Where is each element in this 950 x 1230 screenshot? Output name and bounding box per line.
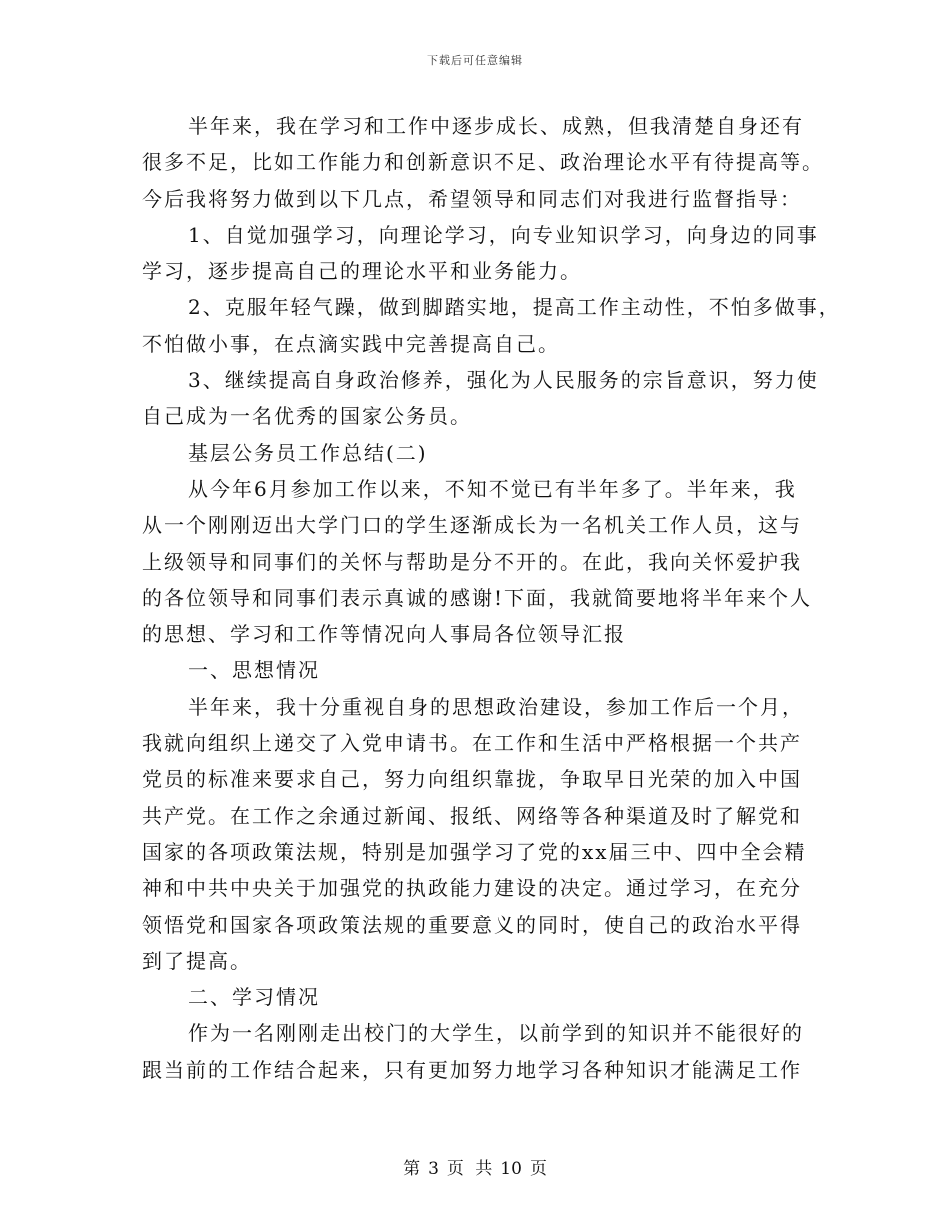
- text-line: 半年来，我在学习和工作中逐步成长、成熟，但我清楚自身还有: [188, 114, 804, 138]
- text-line: 领悟党和国家各项政策法规的重要意义的同时，使自己的政治水平得: [142, 912, 802, 937]
- text-line: 从一个刚刚迈出大学门口的学生逐渐成长为一名机关工作人员，这与: [142, 513, 802, 538]
- text-line: 不怕做小事，在点滴实践中完善提高自己。: [142, 331, 560, 356]
- page-number: 3: [428, 1159, 439, 1179]
- text-line: 到了提高。: [142, 948, 252, 973]
- document-body: [142, 108, 841, 1088]
- text-line: 自己成为一名优秀的国家公务员。: [142, 404, 472, 429]
- text-line: 作为一名刚刚走出校门的大学生，以前学到的知识并不能很好的: [188, 1021, 804, 1046]
- page-footer: [0, 1154, 950, 1179]
- text-line: 二、学习情况: [188, 985, 320, 1010]
- text-line: 上级领导和同事们的关怀与帮助是分不开的。在此，我向关怀爱护我: [142, 549, 802, 574]
- text-line: 跟当前的工作结合起来，只有更加努力地学习各种知识才能满足工作: [142, 1057, 802, 1082]
- footer-middle: 页 共: [446, 1159, 493, 1179]
- text-line: 的各位领导和同事们表示真诚的感谢!下面，我就简要地将半年来个人: [142, 585, 813, 610]
- text-line: 党员的标准来要求自己，努力向组织靠拢，争取早日光荣的加入中国: [142, 767, 802, 792]
- text-line: 2、克服年轻气躁，做到脚踏实地，提高工作主动性，不怕多做事，: [188, 295, 841, 320]
- text-line: 1、自觉加强学习，向理论学习，向专业知识学习，向身边的同事: [188, 222, 819, 247]
- text-line: 学习，逐步提高自己的理论水平和业务能力。: [142, 259, 582, 284]
- text-line: 很多不足，比如工作能力和创新意识不足、政治理论水平有待提高等。: [142, 150, 824, 175]
- text-line: 国家的各项政策法规，特别是加强学习了党的xx届三中、四中全会精: [142, 839, 807, 864]
- text-line: 共产党。在工作之余通过新闻、报纸、网络等各种渠道及时了解党和: [142, 803, 802, 828]
- total-pages: 10: [500, 1159, 522, 1179]
- footer-suffix: 页: [529, 1159, 547, 1179]
- footer-prefix: 第: [403, 1159, 421, 1179]
- text-line: 3、继续提高自身政治修养，强化为人民服务的宗旨意识，努力使: [188, 368, 819, 393]
- text-line: 我就向组织上递交了入党申请书。在工作和生活中严格根据一个共产: [142, 731, 802, 756]
- page-header: 下载后可任意编辑: [427, 54, 523, 67]
- text-line: 半年来，我十分重视自身的思想政治建设，参加工作后一个月，: [188, 694, 804, 719]
- text-line: 基层公务员工作总结(二): [188, 440, 428, 465]
- text-line: 从今年6月参加工作以来，不知不觉已有半年多了。半年来，我: [188, 476, 797, 501]
- text-line: 一、思想情况: [188, 658, 320, 683]
- text-line: 神和中共中央关于加强党的执政能力建设的决定。通过学习，在充分: [142, 876, 802, 901]
- text-line: 今后我将努力做到以下几点，希望领导和同志们对我进行监督指导：: [142, 186, 802, 211]
- text-line: 的思想、学习和工作等情况向人事局各位领导汇报: [142, 622, 626, 647]
